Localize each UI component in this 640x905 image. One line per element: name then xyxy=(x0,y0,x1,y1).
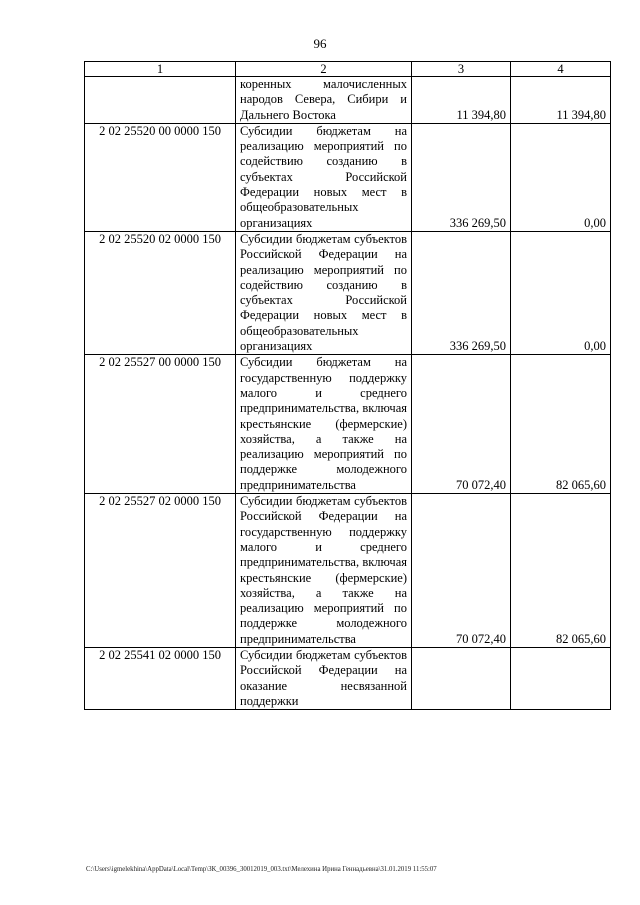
column-header-1: 1 xyxy=(85,62,236,77)
amount-col4: 0,00 xyxy=(511,123,611,231)
item-name: Субсидии бюджетам субъектов Российской Федерации на реализацию мероприятий по содействию созданию в субъектах Российской Федерации новых мест в общеобразовательных организациях xyxy=(236,231,412,354)
table-row xyxy=(85,123,611,231)
column-header-4: 4 xyxy=(511,62,611,77)
item-name: Субсидии бюджетам субъектов Российской Федерации на государственную поддержку малого и среднего предпринимательства, включая крестьянские (фермерские) хозяйства, а также на реализацию мероприятий по поддержке молодежного предпринимательства xyxy=(236,494,412,648)
amount-col3: 11 394,80 xyxy=(412,77,511,124)
column-header-2: 2 xyxy=(236,62,412,77)
column-header-3: 3 xyxy=(412,62,511,77)
amount-col4 xyxy=(511,647,611,709)
page-number: 96 xyxy=(313,36,327,51)
amount-col4: 0,00 xyxy=(511,231,611,354)
item-name: Субсидии бюджетам на реализацию мероприятий по содействию созданию в субъектах Российской Федерации новых мест в общеобразовательных организациях xyxy=(236,123,412,231)
amount-col4: 82 065,60 xyxy=(511,494,611,648)
table-row xyxy=(85,355,611,494)
amount-col4: 11 394,80 xyxy=(511,77,611,124)
item-name: Субсидии бюджетам на государственную поддержку малого и среднего предпринимательства, включая крестьянские (фермерские) хозяйства, а также на реализацию мероприятий по поддержке молодежного предпринимательства xyxy=(236,355,412,494)
budget-code: 2 02 25520 02 0000 150 xyxy=(85,231,236,354)
table-row xyxy=(85,231,611,354)
item-name: Субсидии бюджетам субъектов Российской Федерации на оказание несвязанной поддержки xyxy=(236,647,412,709)
budget-code: 2 02 25541 02 0000 150 xyxy=(85,647,236,709)
amount-col3 xyxy=(412,647,511,709)
file-path-footer: C:\Users\igmelekhina\AppData\Local\Temp\ЗК_00396_30012019_003.txt\Мелехина Ирина Геннадьевна\31.01.2019 11:55:07 xyxy=(86,866,437,873)
budget-code: 2 02 25520 00 0000 150 xyxy=(85,123,236,231)
table-row xyxy=(85,494,611,648)
amount-col3: 70 072,40 xyxy=(412,494,511,648)
table-row xyxy=(85,647,611,709)
amount-col4: 82 065,60 xyxy=(511,355,611,494)
table-row xyxy=(85,77,611,124)
budget-code: 2 02 25527 02 0000 150 xyxy=(85,494,236,648)
amount-col3: 336 269,50 xyxy=(412,231,511,354)
item-name: коренных малочисленных народов Севера, Сибири и Дальнего Востока xyxy=(236,77,412,124)
budget-code: 2 02 25527 00 0000 150 xyxy=(85,355,236,494)
amount-col3: 336 269,50 xyxy=(412,123,511,231)
header-row xyxy=(85,62,611,77)
budget-table xyxy=(84,61,611,710)
budget-code xyxy=(85,77,236,124)
amount-col3: 70 072,40 xyxy=(412,355,511,494)
